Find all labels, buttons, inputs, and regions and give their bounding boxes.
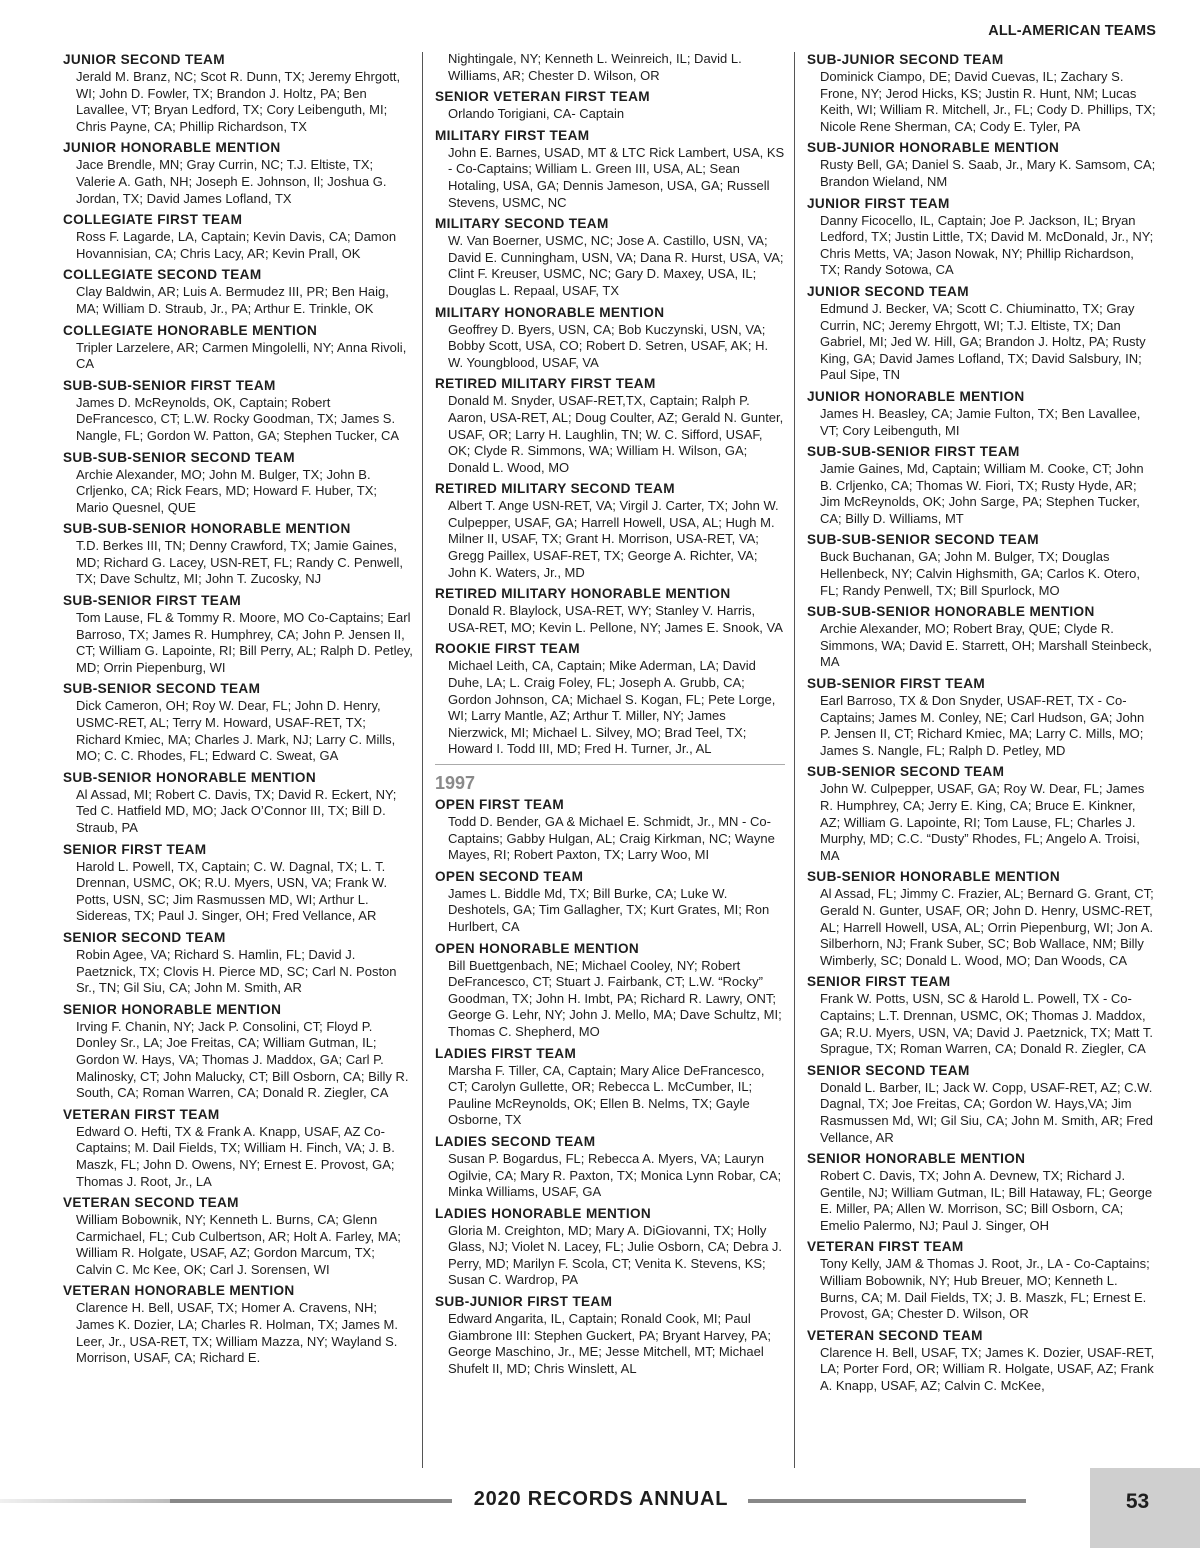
page-header-title: ALL-AMERICAN TEAMS xyxy=(988,23,1156,39)
team-section xyxy=(807,1238,1157,1322)
team-members: Bill Buettgenbach, NE; Michael Cooley, NY; Robert DeFrancesco, CT; Stuart J. Fairbank, CT; L.W. “Rocky” Goodman, TX; John H. Imbt, PA; Richard R. Lawry, ONT; George G. Lehr, NY; John J. Mello, MA; Dave Schultz, MI; Thomas C. Shepherd, MO xyxy=(448,957,782,1039)
team-members: Todd D. Bender, GA & Michael E. Schmidt, Jr., MN - Co-Captains; Gabby Hulgan, AL; Craig Kirkman, NC; Wayne Mayes, RI; Robert Paxton, TX; Larry Woo, MI xyxy=(448,814,775,863)
team-title: JUNIOR FIRST TEAM xyxy=(807,195,950,211)
team-members: Edmund J. Becker, VA; Scott C. Chiuminatto, TX; Gray Currin, NC; Jeremy Ehrgott, WI; T.J. Eltiste, TX; Dan Gabriel, MI; Jed W. Hill, GA; Brandon J. Holtz, PA; Rusty King, GA; David James Lofland, TX; David Salsbury, IN; Paul Sipe, TN xyxy=(820,300,1146,383)
team-section xyxy=(63,1282,413,1366)
team-title: JUNIOR SECOND TEAM xyxy=(63,52,225,67)
team-members: Donald L. Barber, IL; Jack W. Copp, USAF-RET, AZ; C.W. Dagnal, TX; Joe Freitas, CA; Gordon W. Hays,VA; Jim Rasmussen Md, WI; Gil Siu, CA; John M. Smith, AR; Fred Vellance, AR xyxy=(820,1079,1154,1145)
team-members: Jerald M. Branz, NC; Scot R. Dunn, TX; Jeremy Ehrgott, WI; John D. Fowler, TX; Brandon J. Holtz, PA; Ben Lavallee, VT; Bryan Ledford, TX; Cory Leibenguth, MI; Chris Payne, CA; Phillip Richardson, TX xyxy=(76,69,401,134)
team-members: John W. Culpepper, USAF, GA; Roy W. Dear, FL; James R. Humphrey, CA; Jerry E. King, CA; Bruce E. Kinkner, AZ; William G. Lapointe, RI; Tom Lause, FL; Charles J. Murphy, MD; C.C. “Dusty” Rhodes, FL; Angelo A. Troisi, MA xyxy=(820,781,1145,863)
team-title: SENIOR HONORABLE MENTION xyxy=(63,1001,282,1017)
team-members: William Bobownik, NY; Kenneth L. Burns, CA; Glenn Carmichael, FL; Cub Culbertson, AR; Holt A. Farley, MA; William R. Holgate, USAF, AZ; Gordon Marcum, TX; Calvin C. Mc Kee, OK; Carl J. Sorensen, WI xyxy=(76,1212,401,1277)
team-section xyxy=(63,1106,413,1190)
team-title: SENIOR SECOND TEAM xyxy=(807,1062,970,1078)
team-title: COLLEGIATE FIRST TEAM xyxy=(63,212,243,228)
team-title: SUB-SENIOR SECOND TEAM xyxy=(807,764,1005,780)
team-members: Rusty Bell, GA; Daniel S. Saab, Jr., Mary K. Samsom, CA; Brandon Wieland, NM xyxy=(820,157,1156,189)
team-section xyxy=(63,139,413,207)
team-members: Ross F. Lagarde, LA, Captain; Kevin Davis, CA; Damon Hovannisian, CA; Chris Lacy, AR; Kevin Prall, OK xyxy=(76,229,397,261)
team-title: RETIRED MILITARY SECOND TEAM xyxy=(435,481,675,497)
team-members: Gloria M. Creighton, MD; Mary A. DiGiovanni, TX; Holly Glass, NJ; Violet N. Lacey, FL; Julie Osborn, CA; Debra J. Perry, MD; Marilyn F. Scola, CT; Venita K. Stevens, KS; Susan C. Wardrop, PA xyxy=(448,1222,783,1288)
team-members: Robert C. Davis, TX; John A. Devnew, TX; Richard J. Gentile, NJ; William Gutman, IL; Bill Hataway, FL; George E. Miller, PA; Allen W. Morrison, SC; Bill Osborn, CA; Emelio Palermo, NJ; Paul J. Singer, OH xyxy=(820,1168,1153,1233)
team-section xyxy=(807,443,1157,527)
team-section xyxy=(435,215,785,299)
team-members: Harold L. Powell, TX, Captain; C. W. Dagnal, TX; L. T. Drennan, USMC, OK; R.U. Myers, USN, VA; Frank W. Potts, USN, SC; Jim Rasmussen MD, WI; Arthur L. Sidereas, TX; Paul J. Singer, OH; Fred Vellance, AR xyxy=(76,858,388,924)
team-title: RETIRED MILITARY FIRST TEAM xyxy=(435,376,656,392)
team-section xyxy=(63,322,413,373)
team-members: Michael Leith, CA, Captain; Mike Aderman, LA; David Duhe, LA; L. Craig Foley, FL; Joseph A. Grubb, CA; Gordon Johnson, CA; Michael S. Kogan, FL; Pete Lorge, WI; Larry Mantle, AZ; Arthur T. Miller, NY; James Nierzwick, MI; Michael L. Silvey, MO; Brad Teel, TX; Howard I. Todd III, MD; Fred H. Turner, Jr., AL xyxy=(448,658,776,757)
team-section xyxy=(435,868,785,936)
year-block xyxy=(435,764,785,1377)
team-title: MILITARY FIRST TEAM xyxy=(435,127,590,143)
team-section xyxy=(63,769,413,837)
team-title: SUB-JUNIOR HONORABLE MENTION xyxy=(807,140,1060,156)
team-section xyxy=(435,1045,785,1129)
team-title: MILITARY HONORABLE MENTION xyxy=(435,304,665,320)
team-title: JUNIOR HONORABLE MENTION xyxy=(63,140,281,156)
team-title: OPEN HONORABLE MENTION xyxy=(435,940,640,956)
team-section xyxy=(807,868,1157,969)
team-members: T.D. Berkes III, TN; Denny Crawford, TX; Jamie Gaines, MD; Richard G. Lacey, USN-RET, FL; Randy C. Penwell, TX; Dave Schultz, MI; John T. Zucosky, NJ xyxy=(76,538,404,587)
team-members: Jamie Gaines, Md, Captain; William M. Cooke, CT; John B. Crljenko, CA; Thomas W. Fiori, TX; Rusty Hyde, AR; Jim McReynolds, OK; John Sarge, PA; Stephen Tucker, CA; Billy D. Williams, MT xyxy=(820,461,1144,526)
team-section xyxy=(807,388,1157,439)
team-title: SUB-SUB-SENIOR FIRST TEAM xyxy=(807,444,1020,460)
team-section xyxy=(63,929,413,997)
team-section xyxy=(807,283,1157,384)
team-section xyxy=(435,640,785,758)
team-title: SUB-SUB-SENIOR FIRST TEAM xyxy=(63,377,276,393)
team-section xyxy=(435,375,785,476)
team-title: SUB-JUNIOR FIRST TEAM xyxy=(435,1294,613,1310)
team-title: SUB-SENIOR HONORABLE MENTION xyxy=(63,769,316,785)
team-title: SUB-SUB-SENIOR HONORABLE MENTION xyxy=(807,604,1095,620)
column-1 xyxy=(63,50,413,1371)
team-members: Geoffrey D. Byers, USN, CA; Bob Kuczynski, USN, VA; Bobby Scott, USA, CO; Robert D. Setren, USAF, AK; H. W. Youngblood, USAF, VA xyxy=(448,321,769,370)
column-divider xyxy=(422,52,423,1468)
team-members: James D. McReynolds, OK, Captain; Robert DeFrancesco, CT; L.W. Rocky Goodman, TX; James S. Nangle, FL; Gordon W. Patton, GA; Stephen Tucker, CA xyxy=(76,394,400,443)
team-members: Donald R. Blaylock, USA-RET, WY; Stanley V. Harris, USA-RET, MO; Kevin L. Pellone, NY; James E. Snook, VA xyxy=(448,603,783,635)
team-members: Archie Alexander, MO; John M. Bulger, TX; John B. Crljenko, CA; Rick Fears, MD; Howard F. Huber, TX; Mario Quesnel, QUE xyxy=(76,466,378,515)
team-section xyxy=(63,841,413,925)
team-section xyxy=(435,304,785,372)
team-section xyxy=(807,1150,1157,1234)
team-section xyxy=(807,973,1157,1057)
team-title: SUB-SENIOR HONORABLE MENTION xyxy=(807,869,1060,885)
team-title: MILITARY SECOND TEAM xyxy=(435,216,609,232)
team-members: Irving F. Chanin, NY; Jack P. Consolini, CT; Floyd P. Donley Sr., LA; Joe Freitas, CA; William Gutman, IL; Gordon W. Hays, VA; Thomas J. Maddox, GA; Carl P. Malinosky, CT; John Malucky, CT; Bill Osborn, CA; Billy R. South, CA; Roman Warren, CA; Donald R. Ziegler, CA xyxy=(76,1018,409,1101)
team-title: SUB-SENIOR SECOND TEAM xyxy=(63,681,261,697)
team-members: Edward Angarita, IL, Captain; Ronald Cook, MI; Paul Giambrone III: Stephen Guckert, PA; Bryant Harvey, PA; George Maschino, Jr., ME; Jesse Mitchell, MT; Michael Shufelt II, MD; Chris Winslett, AL xyxy=(448,1311,771,1376)
team-title: VETERAN SECOND TEAM xyxy=(63,1195,239,1211)
team-section xyxy=(63,1001,413,1102)
team-title: SUB-SUB-SENIOR SECOND TEAM xyxy=(807,532,1039,548)
team-section xyxy=(807,1062,1157,1146)
team-members: Donald M. Snyder, USAF-RET,TX, Captain; Ralph P. Aaron, USA-RET, AL; Doug Coulter, AZ; Gerald N. Gunter, USAF, OR; Larry H. Laughlin, TN; W. C. Sifford, USAF, OK; Clyde R. Simmons, WA; William H. Wilson, GA; Donald L. Wood, MO xyxy=(448,393,784,475)
team-section xyxy=(807,51,1157,135)
team-section xyxy=(807,531,1157,599)
team-members: Dominick Ciampo, DE; David Cuevas, IL; Zachary S. Frone, NY; Jerod Hicks, KS; Justin R. Hunt, NM; Lucas Keith, WI; William R. Mitchell, Jr., FL; Cody D. Phillips, TX; Nicole Rene Sherman, CA; Cody E. Tyler, PA xyxy=(820,69,1156,134)
team-section xyxy=(63,211,413,262)
team-section xyxy=(63,592,413,676)
team-members: Edward O. Hefti, TX & Frank A. Knapp, USAF, AZ Co-Captains; M. Dail Fields, TX; William H. Finch, VA; J. B. Maszk, FL; John D. Owens, NY; Ernest E. Provost, GA; Thomas J. Root, Jr., LA xyxy=(76,1123,395,1189)
team-section xyxy=(63,1194,413,1278)
team-section xyxy=(807,603,1157,671)
column-3 xyxy=(807,50,1157,1399)
team-section xyxy=(807,1327,1157,1395)
year-heading: 1997 xyxy=(435,773,476,793)
team-section xyxy=(63,680,413,764)
team-title: LADIES HONORABLE MENTION xyxy=(435,1205,652,1221)
team-title: RETIRED MILITARY HONORABLE MENTION xyxy=(435,586,731,602)
team-title: SUB-SENIOR FIRST TEAM xyxy=(807,676,986,692)
team-section xyxy=(435,1205,785,1289)
team-title: ROOKIE FIRST TEAM xyxy=(435,641,580,657)
team-members: Tripler Larzelere, AR; Carmen Mingolelli, NY; Anna Rivoli, CA xyxy=(76,339,407,372)
team-members: Orlando Torigiani, CA- Captain xyxy=(448,106,625,122)
team-section xyxy=(435,480,785,581)
team-title: VETERAN HONORABLE MENTION xyxy=(63,1283,295,1299)
page-number: 53 xyxy=(1125,1490,1150,1513)
team-members: James L. Biddle Md, TX; Bill Burke, CA; Luke W. Deshotels, GA; Tim Gallagher, TX; Kurt Grates, MI; Ron Hurlbert, CA xyxy=(448,885,770,934)
team-title: VETERAN SECOND TEAM xyxy=(807,1327,983,1343)
team-section xyxy=(63,266,413,317)
team-title: JUNIOR SECOND TEAM xyxy=(807,283,969,299)
team-title: VETERAN FIRST TEAM xyxy=(807,1239,964,1255)
team-title: LADIES SECOND TEAM xyxy=(435,1133,596,1149)
team-members: Robin Agee, VA; Richard S. Hamlin, FL; David J. Paetznick, TX; Clovis H. Pierce MD, SC; Carl N. Poston Sr., TN; Gil Siu, CA; John M. Smith, AR xyxy=(76,946,397,996)
team-members: Clarence H. Bell, USAF, TX; James K. Dozier, USAF-RET, LA; Porter Ford, OR; William R. Holgate, USAF, AZ; Frank A. Knapp, USAF, AZ; Calvin C. McKee, xyxy=(820,1344,1155,1394)
team-members: Clarence H. Bell, USAF, TX; Homer A. Cravens, NH; James K. Dozier, LA; Charles R. Holman, TX; James M. Leer, Jr., USA-RET, TX; William Mazza, NY; Wayland S. Morrison, USAF, CA; Richard E. xyxy=(76,1300,398,1366)
team-title: SUB-SUB-SENIOR HONORABLE MENTION xyxy=(63,521,351,537)
footer-title: 2020 RECORDS ANNUAL xyxy=(473,1488,729,1510)
team-members: Al Assad, FL; Jimmy C. Frazier, AL; Bernard G. Grant, CT; Gerald N. Gunter, USAF, OR; John D. Henry, USMC-RET, AL; Harrell Howell, USA, AL; Orrin Piepenburg, WI; Jon A. Silberhorn, NJ; Frank Suber, SC; Bob Wallace, NM; Billy Wimberly, SC; Donald L. Wood, MO; Dan Woods, CA xyxy=(820,886,1154,968)
team-section xyxy=(63,520,413,588)
team-title: SENIOR FIRST TEAM xyxy=(63,841,207,857)
team-section xyxy=(435,127,785,211)
team-section xyxy=(807,139,1157,190)
team-members: John E. Barnes, USAD, MT & LTC Rick Lambert, USA, KS - Co-Captains; William L. Green III, USA, AL; Sean Hotaling, USA, GA; Dennis Jameson, USA, GA; Russell Stevens, USMC, NC xyxy=(448,144,785,210)
team-title: OPEN FIRST TEAM xyxy=(435,797,565,812)
team-title: COLLEGIATE HONORABLE MENTION xyxy=(63,322,318,338)
team-title: SUB-SUB-SENIOR SECOND TEAM xyxy=(63,449,295,465)
team-members: Jace Brendle, MN; Gray Currin, NC; T.J. Eltiste, TX; Valerie A. Gath, NH; Joseph E. Johnson, Il; Joshua G. Jordan, TX; David James Lofland, TX xyxy=(76,157,387,206)
team-section xyxy=(435,585,785,636)
team-section xyxy=(63,377,413,445)
column-divider xyxy=(794,52,795,1468)
team-members: Danny Ficocello, IL, Captain; Joe P. Jackson, IL; Bryan Ledford, TX; Justin Little, TX; David M. McDonald, Jr., NY; Chris Metts, VA; Jason Nowak, NY; Phillip Richardson, TX; Randy Sotowa, CA xyxy=(820,212,1154,278)
team-section xyxy=(435,940,785,1041)
team-members: Archie Alexander, MO; Robert Bray, QUE; Clyde R. Simmons, WA; David E. Starrett, OH; Marshall Steinbeck, MA xyxy=(820,621,1152,670)
team-section xyxy=(63,51,413,135)
team-title: LADIES FIRST TEAM xyxy=(435,1045,577,1061)
team-section xyxy=(63,449,413,517)
team-title: SENIOR FIRST TEAM xyxy=(807,974,951,990)
footer-rule-left-fade xyxy=(0,1499,170,1503)
team-members: Tony Kelly, JAM & Thomas J. Root, Jr., LA - Co-Captains; William Bobownik, NY; Hub Breuer, MO; Kenneth L. Burns, CA; M. Dail Fields, TX; J. B. Maszk, FL; Ernest E. Provost, GA; Chester D. Wilson, OR xyxy=(820,1256,1150,1322)
team-section xyxy=(807,763,1157,864)
team-section xyxy=(435,1293,785,1377)
team-title: COLLEGIATE SECOND TEAM xyxy=(63,267,262,283)
team-section xyxy=(807,195,1157,279)
team-members: Albert T. Ange USN-RET, VA; Virgil J. Carter, TX; John W. Culpepper, USAF, GA; Harrell Howell, USA, AL; Hugh M. Milner II, USAF, TX; Grant H. Morrison, USA-RET, VA; Gregg Paillex, USAF-RET, TX; George A. Richter, VA; John K. Waters, Jr., MD xyxy=(448,498,779,580)
team-title: VETERAN FIRST TEAM xyxy=(63,1106,220,1122)
team-members: Marsha F. Tiller, CA, Captain; Mary Alice DeFrancesco, CT; Carolyn Gullette, OR; Rebecca L. McCumber, IL; Pauline McReynolds, OK; Ellen B. Nelms, TX; Gayle Osborne, TX xyxy=(448,1062,765,1128)
team-title: SENIOR VETERAN FIRST TEAM xyxy=(435,89,650,105)
team-members: Earl Barroso, TX & Don Snyder, USAF-RET, TX - Co-Captains; James M. Conley, NE; Carl Hudson, GA; John P. Jensen II, CT; Richard Kmiec, MA; Larry C. Mills, MO; James S. Nangle, FL; Ralph D. Petley, MD xyxy=(820,693,1145,758)
column-2 xyxy=(435,50,785,1381)
team-members: Tom Lause, FL & Tommy R. Moore, MO Co-Captains; Earl Barroso, TX; James R. Humphrey, CA; John P. Jensen II, CT; William G. Lapointe, RI; Bill Perry, AL; Ralph D. Petley, MD; Orrin Piepenburg, WI xyxy=(76,610,413,675)
team-title: OPEN SECOND TEAM xyxy=(435,868,584,884)
team-members: Frank W. Potts, USN, SC & Harold L. Powell, TX - Co-Captains; L.T. Drennan, USMC, OK; Thomas J. Maddox, GA; R.U. Myers, USN, VA; David J. Paetznick, TX; Matt T. Sprague, TX; Roman Warren, CA; Donald R. Ziegler, CA xyxy=(820,991,1154,1057)
team-members: Buck Buchanan, GA; John M. Bulger, TX; Douglas Hellenbeck, NY; Calvin Highsmith, GA; Carlos K. Otero, FL; Randy Penwell, TX; Bill Spurlock, MO xyxy=(820,549,1140,598)
team-title: SUB-SENIOR FIRST TEAM xyxy=(63,593,242,609)
team-title: SUB-JUNIOR SECOND TEAM xyxy=(807,52,1004,67)
team-title: SENIOR SECOND TEAM xyxy=(63,929,226,945)
footer-rule-right xyxy=(748,1499,1026,1503)
team-members: Clay Baldwin, AR; Luis A. Bermudez III, PR; Ben Haig, MA; William D. Straub, Jr., PA; Arthur E. Trinkle, OK xyxy=(76,284,389,316)
team-section xyxy=(807,675,1157,759)
team-members: W. Van Boerner, USMC, NC; Jose A. Castillo, USN, VA; David E. Cunningham, USN, VA; Dana R. Hurst, USA, VA; Clint F. Kreuser, USMC, NC; Gary D. Maxey, USA, IL; Douglas L. Repaal, USAF, TX xyxy=(448,233,784,298)
team-members: Al Assad, MI; Robert C. Davis, TX; David R. Eckert, NY; Ted C. Hatfield MD, MO; Jack O’Connor III, TX; Bill D. Straub, PA xyxy=(76,786,397,835)
team-members: Dick Cameron, OH; Roy W. Dear, FL; John D. Henry, USMC-RET, AL; Terry M. Howard, USAF-RET, TX; Richard Kmiec, MA; Charles J. Mark, NJ; Larry C. Mills, MO; C. C. Rhodes, FL; Edward C. Sweat, GA xyxy=(76,698,396,764)
team-section xyxy=(435,1133,785,1201)
team-members: Susan P. Bogardus, FL; Rebecca A. Myers, VA; Lauryn Ogilvie, CA; Mary R. Paxton, TX; Monica Lynn Robar, CA; Minka Williams, USAF, GA xyxy=(448,1150,782,1200)
team-members: James H. Beasley, CA; Jamie Fulton, TX; Ben Lavallee, VT; Cory Leibenguth, MI xyxy=(820,405,1141,438)
continued-members: Nightingale, NY; Kenneth L. Weinreich, IL; David L. Williams, AR; Chester D. Wilson, OR xyxy=(448,51,742,83)
team-title: SENIOR HONORABLE MENTION xyxy=(807,1151,1026,1167)
team-section xyxy=(435,796,785,864)
team-section xyxy=(435,88,785,123)
team-title: JUNIOR HONORABLE MENTION xyxy=(807,388,1025,404)
